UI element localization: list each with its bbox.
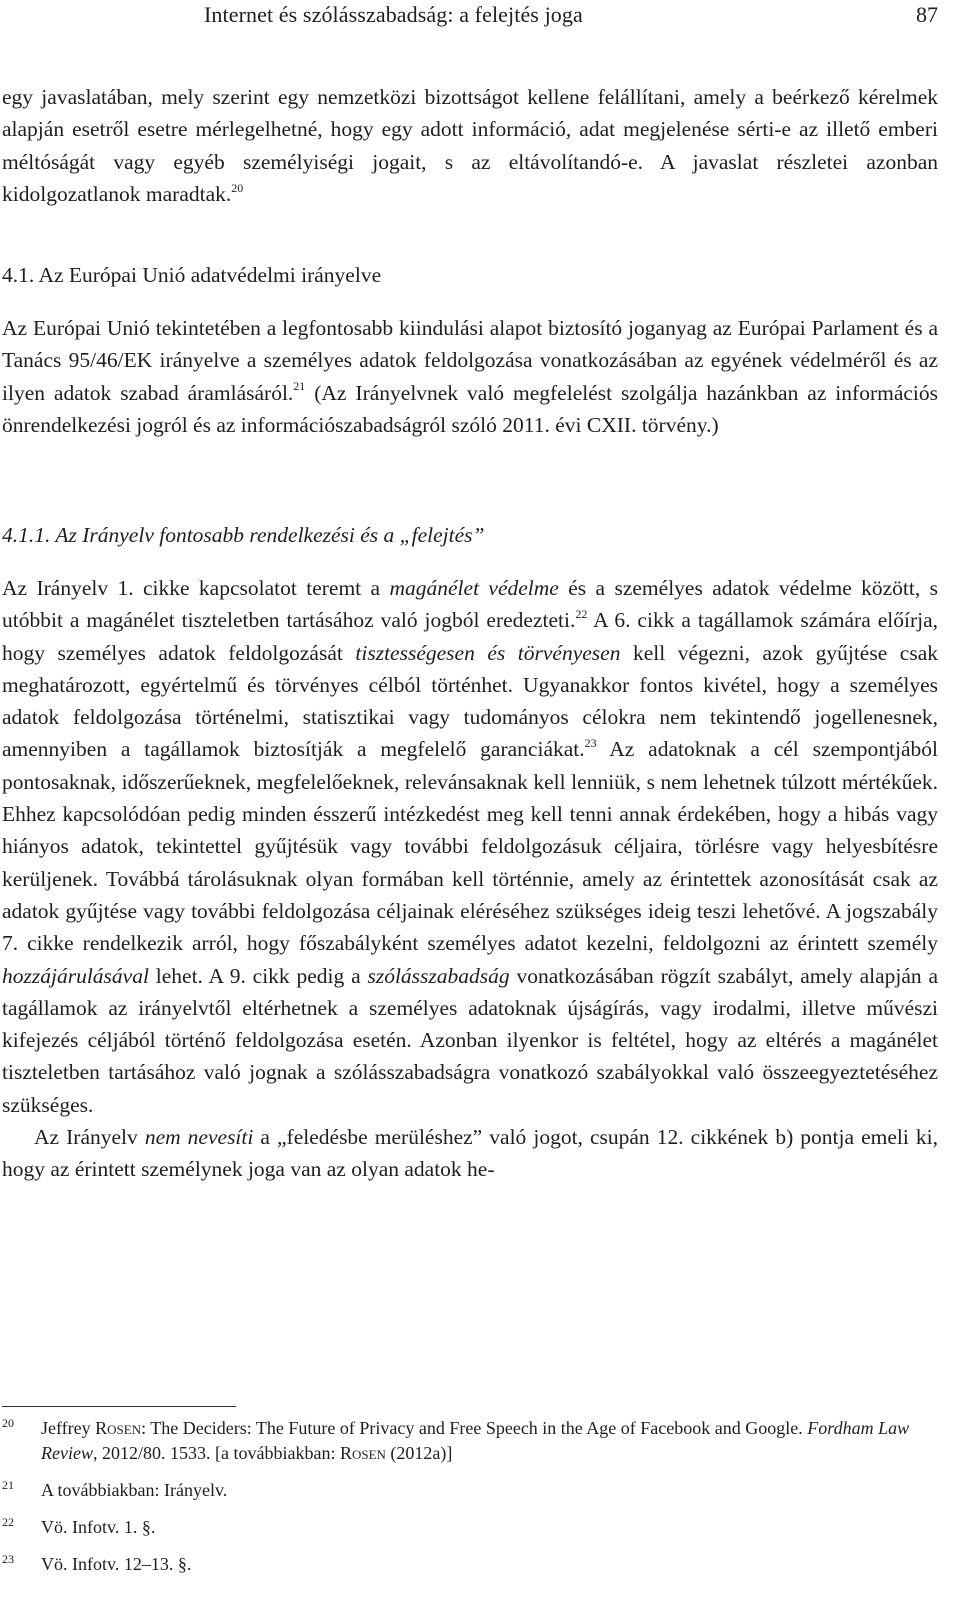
- text-run: A 6. cikk a tagállamok számára előírja, hogy személyes adatok feldolgozását: [2, 608, 938, 665]
- footnote-number: 20: [2, 1416, 14, 1430]
- footnotes: [2, 1416, 938, 1589]
- text-run: Az Irányelv: [34, 1125, 145, 1150]
- text-run: és a személyes adatok védelme között, s utóbbit a magánélet tiszteletben tartásához való jogból eredezteti.: [2, 576, 938, 633]
- text-run: Az adatoknak a cél szempontjából pontosaknak, időszerűeknek, megfelelőeknek, relevánsaknak kell lenniük, s nem lehetnek túlzott mértékűek. Ehhez kapcsolódóan pedig minden ésszerű intézkedést meg kell tenni annak érdekében, hogy a hibás vagy hiányos adatok, tekintettel gyűjtésük vagy további feldolgozásuk céljaira, törlésre vagy helyesbítésre kerüljenek. Továbbá tárolásuknak olyan formában kell történnie, amely az érintettek azonosítását csak az adatok gyűjtése vagy további feldolgozása céljainak eléréséhez szükséges ideig teszi lehetővé. A jogszabály 7. cikke rendelkezik arról, hogy főszabályként személyes adatot kezelni, feldolgozni az érintett személy: [2, 737, 938, 956]
- section-heading-4-1-1: 4.1.1. Az Irányelv fontosabb rendelkezési és a „felejtés”: [2, 523, 485, 547]
- footnote-text: Vö. Infotv. 1. §.: [41, 1517, 156, 1537]
- page-number: 87: [916, 2, 938, 27]
- paragraph-3-group: [2, 572, 938, 1186]
- footnote-text: Vö. Infotv. 12–13. §.: [41, 1554, 192, 1574]
- footnote-ref-20[interactable]: 20: [231, 180, 244, 195]
- emphasis: szólásszabadság: [367, 963, 510, 988]
- text-run: Az Irányelv 1. cikke kapcsolatot teremt a: [2, 576, 390, 600]
- running-title: Internet és szólásszabadság: a felejtés joga: [204, 2, 583, 27]
- footnote-21: [2, 1478, 938, 1503]
- footnote-20: [2, 1416, 938, 1466]
- footnote-ref-22[interactable]: 22: [575, 607, 588, 622]
- text-run: a „feledésbe merüléshez” való jogot, csupán 12. cikkének b) pontja emeli ki, hogy az érintett személynek joga van az olyan adatok he-: [2, 1125, 938, 1182]
- emphasis: tisztességesen és törvényesen: [355, 640, 621, 665]
- paragraph-3: [2, 572, 938, 1121]
- footnote-22: [2, 1515, 938, 1540]
- text-run: : The Deciders: The Future of Privacy and Free Speech in the Age of Facebook and Google.: [141, 1418, 808, 1438]
- text-run: , 2012/80. 1533. [a továbbiakban:: [92, 1443, 340, 1463]
- footnote-divider: [2, 1406, 236, 1407]
- text-run: lehet. A 9. cikk pedig a: [148, 963, 368, 988]
- journal-title: Fordham Law Review: [41, 1418, 910, 1463]
- emphasis: hozzájárulásával: [2, 963, 149, 988]
- emphasis: nem nevesíti: [144, 1125, 254, 1150]
- author-name: Rosen: [339, 1443, 386, 1463]
- footnote-ref-23[interactable]: 23: [584, 736, 597, 751]
- paragraph-2: [2, 312, 938, 441]
- footnote-number: 21: [2, 1478, 14, 1492]
- text-run: vonatkozásában rögzít szabályt, amely alapján a tagállamok az irányelvtől eltérhetnek a személyes adatoknak újságírás, vagy irodalmi, illetve művészi kifejezés céljából történő feldolgozása esetén. Azonban ilyenkor is feltétel, hogy az eltérés a magánélet tiszteletben tartásához való jognak a szólásszabadságra vonatkozó szabályokkal való összeegyeztetéséhez szükséges.: [2, 963, 939, 1117]
- paragraph-1: [2, 81, 938, 210]
- paragraph-text: Az Európai Unió tekintetében a legfontosabb kiindulási alapot biztosító joganyag az Európai Parlament és a Tanács 95/46/EK irányelve a személyes adatok feldolgozása vonatkozásában az egyének védelméről és az ilyen adatok szabad áramlásáról.: [2, 316, 938, 405]
- paragraph-4: [2, 1121, 938, 1186]
- footnote-number: 23: [2, 1552, 14, 1566]
- text-run: (2012a)]: [385, 1443, 453, 1463]
- paragraph-text: egy javaslatában, mely szerint egy nemzetközi bizottságot kellene felállítani, amely a beérkező kérelmek alapján esetről esetre mérlegelhetné, hogy egy adott információ, adat megjelenése sérti-e az illető emberi méltóságát vagy egyéb személyiségi jogait, s az eltávolítandó-e. A javaslat részletei azonban kidolgozatlanok maradtak.: [2, 85, 938, 206]
- page-header: [0, 0, 960, 34]
- footnote-23: [2, 1552, 938, 1577]
- footnote-number: 22: [2, 1515, 14, 1529]
- text-run: kell végezni, azok gyűjtése csak meghatározott, egyértelmű és törvényes célból történhet. Ugyanakkor fontos kivétel, hogy a személyes adatok feldolgozása történelmi, statisztikai vagy tudományos célokra nem tekintendő jogellenesnek, amennyiben a tagállamok biztosítják a megfelelő garanciákat.: [2, 640, 938, 762]
- paragraph-text: (Az Irányelvnek való megfelelést szolgálja hazánkban az információs önrendelkezési jogról és az információszabadságról szóló 2011. évi CXII. törvény.): [2, 380, 938, 437]
- emphasis: magánélet védelme: [389, 576, 559, 600]
- footnote-ref-21[interactable]: 21: [293, 379, 306, 394]
- section-heading-4-1: 4.1. Az Európai Unió adatvédelmi irányelve: [2, 263, 382, 287]
- author-name: Rosen: [95, 1418, 142, 1438]
- text-run: Jeffrey: [41, 1418, 96, 1438]
- footnote-text: A továbbiakban: Irányelv.: [41, 1480, 228, 1500]
